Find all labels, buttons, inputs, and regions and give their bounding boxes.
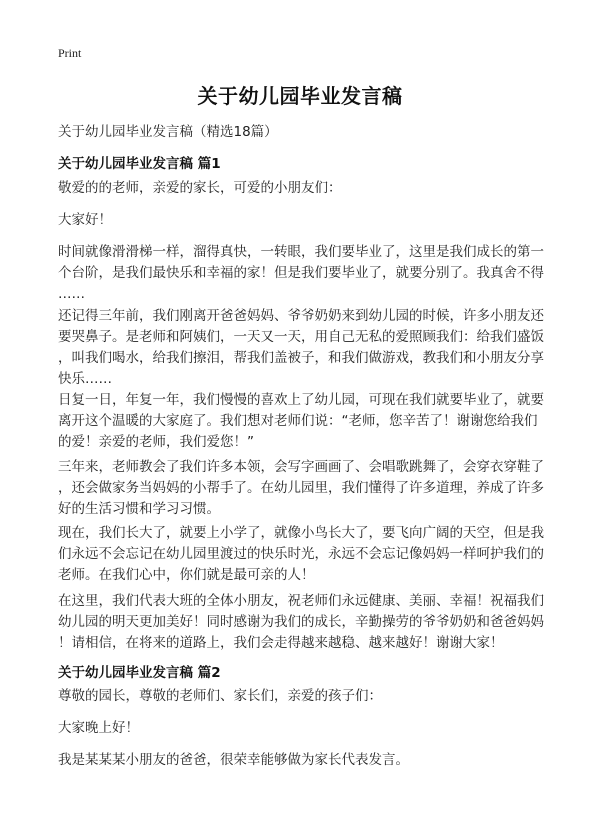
paragraph: 三年来，老师教会了我们许多本领，会写字画画了、会唱歌跳舞了，会穿衣穿鞋了 ，还会做家务当妈妈的小帮手了。在幼儿园里，我们懂得了许多道理，养成了许多 好的生活习惯和学习习惯。: [58, 459, 544, 517]
paragraph: 大家晚上好！: [58, 720, 139, 736]
paragraph: 现在，我们长大了，就要上小学了，就像小鸟长大了，要飞向广阔的天空，但是我 们永远不会忘记在幼儿园里渡过的快乐时光，永远不会忘记像妈妈一样呵护我们的 老师。在我们心中，你们就是最可亲的人！: [58, 525, 544, 583]
paragraph: 我是某某某小朋友的爸爸，很荣幸能够做为家长代表发言。: [58, 752, 409, 768]
print-link[interactable]: Print: [58, 46, 82, 60]
page-subtitle: 关于幼儿园毕业发言稿（精选18篇）: [58, 124, 278, 140]
paragraph: 敬爱的的老师，亲爱的家长，可爱的小朋友们：: [58, 180, 342, 196]
page-title: 关于幼儿园毕业发言稿: [197, 84, 403, 108]
paragraph: 在这里，我们代表大班的全体小朋友，祝老师们永远健康、美丽、幸福！祝福我们 幼儿园的明天更加美好！同时感谢为我们的成长，辛勤操劳的爷爷奶奶和爸爸妈妈 ！请相信，在将来的道路上，我们会走得越来越稳、越来越好！谢谢大家！: [58, 593, 544, 651]
paragraph: 还记得三年前，我们刚离开爸爸妈妈、爷爷奶奶来到幼儿园的时候，许多小朋友还 要哭鼻子。是老师和阿姨们，一天又一天，用自己无私的爱照顾我们：给我们盛饭 ，叫我们喝水，给我们擦泪，帮我们盖被子，和我们做游戏，教我们和小朋友分享 快乐……: [58, 308, 544, 387]
paragraph: 日复一日，年复一年，我们慢慢的喜欢上了幼儿园，可现在我们就要毕业了，就要 离开这个温暖的大家庭了。我们想对老师们说：“老师，您辛苦了！谢谢您给我们 的爱！亲爱的老师，我们爱您！”: [58, 392, 544, 450]
paragraph: 大家好！: [58, 212, 112, 228]
section-heading-2: 关于幼儿园毕业发言稿 篇2: [58, 665, 221, 681]
paragraph: 时间就像滑滑梯一样，溜得真快，一转眼，我们要毕业了，这里是我们成长的第一 个台阶，是我们最快乐和幸福的家！但是我们要毕业了，就要分别了。我真舍不得 ……: [58, 244, 544, 302]
paragraph: 尊敬的园长，尊敬的老师们、家长们，亲爱的孩子们：: [58, 688, 382, 704]
section-heading-1: 关于幼儿园毕业发言稿 篇1: [58, 156, 221, 172]
